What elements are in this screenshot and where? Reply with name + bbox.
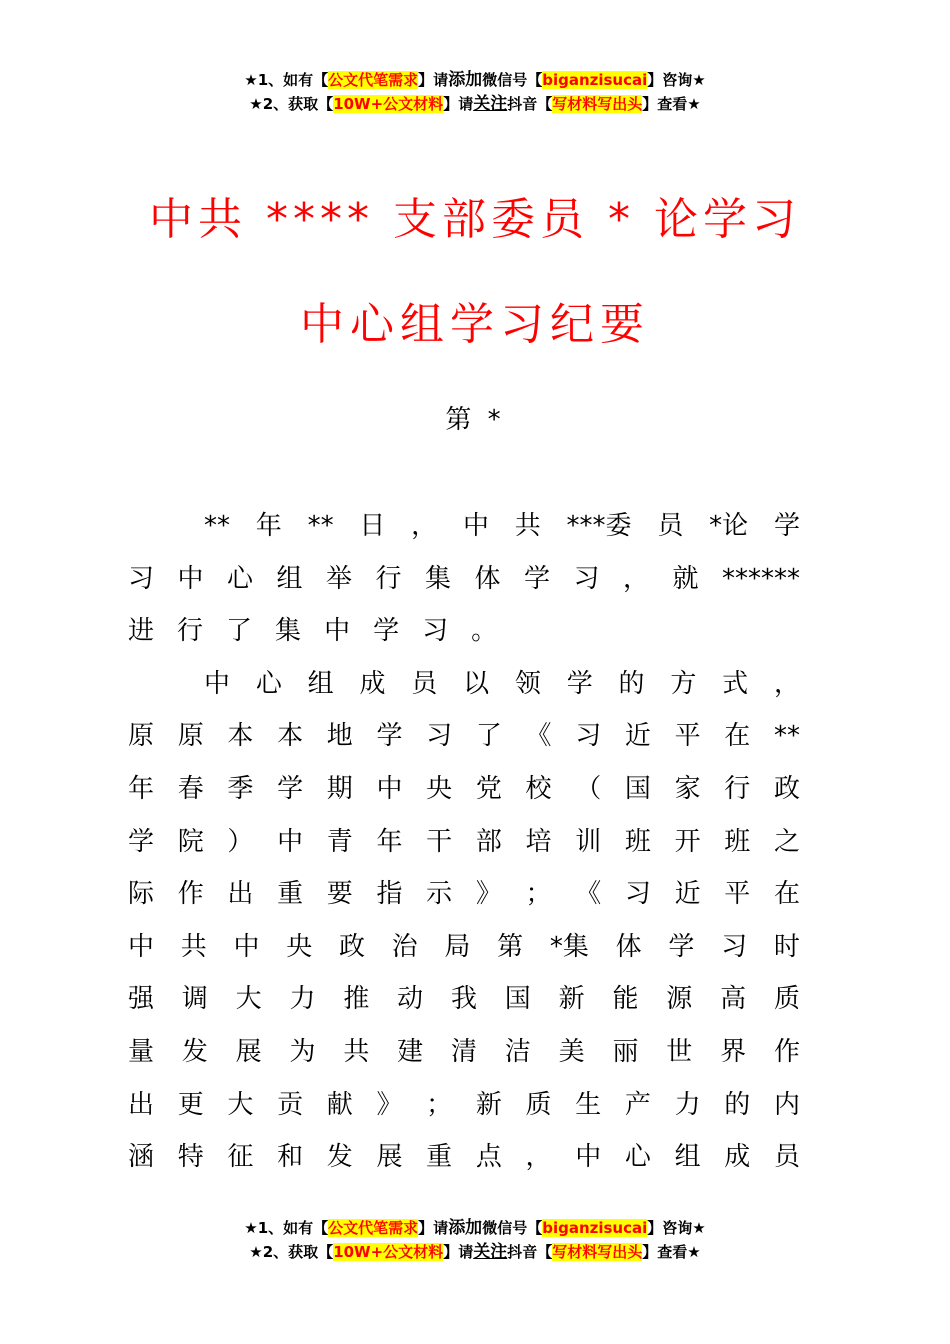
body-token: 学 [128,826,155,857]
notice-highlight: 公文代笔需求 [328,71,419,89]
header-notice-line-2 [0,92,950,116]
footer-notice-line-2 [0,1240,950,1264]
body-token: 《 [575,879,602,910]
body-token: 期 [326,773,353,804]
body-token: 作 [773,1036,800,1067]
document-title-line-1: 中共 **** 支部委员 * 论学习 [149,194,801,245]
body-token: 学 [277,773,304,804]
body-token: 中 [277,826,304,857]
body-token: 院 [177,826,204,857]
body-token: 学 [524,563,551,594]
body-line [128,500,800,553]
body-token: 青 [326,826,353,857]
body-token: 和 [277,1142,304,1173]
body-token: ** [204,511,230,541]
body-token: 学 [773,511,800,541]
body-token: 生 [575,1089,602,1120]
body-token: 家 [674,773,701,804]
body-line [128,868,800,921]
body-token: 国 [504,984,531,1015]
body-token: 质 [525,1089,552,1120]
notice-emphasis: 添加 [448,1218,483,1238]
body-token: 发 [181,1036,208,1067]
body-token: 日 [359,511,386,541]
body-token: 员 [773,1142,800,1173]
body-token: 要 [326,879,353,910]
body-token: 共 [180,931,207,962]
notice-text: 】查看★ [642,95,701,113]
header-notice-line-1 [0,68,950,92]
body-token: 式 [722,668,749,699]
body-token: 丽 [612,1036,639,1067]
body-token: 在 [773,879,800,910]
notice-text: ★1、如有【 [244,1219,329,1237]
body-token: 新 [475,1089,502,1120]
body-token: 培 [525,826,552,857]
notice-text: 微信号【 [482,1219,543,1237]
body-token: 习 [721,931,748,962]
body-token: 重 [277,879,304,910]
notice-wechat-id: biganzisucai [542,1219,648,1237]
body-token: 中 [128,931,155,962]
notice-highlight: 10W+公文材料 [333,95,444,113]
body-token: 际 [128,879,155,910]
body-token: 中 [462,511,489,541]
notice-emphasis: 关注 [473,1242,508,1262]
body-token: 习 [573,563,600,594]
document-subtitle: 第 * [445,405,505,435]
body-token: 训 [575,826,602,857]
body-token: 习 [624,879,651,910]
notice-text: 】查看★ [642,1243,701,1261]
notice-text: 】咨询★ [647,1219,706,1237]
footer-notice-line-1 [0,1216,950,1240]
body-token: 学 [376,721,403,752]
body-token: 习 [426,721,453,752]
body-token: 出 [227,879,254,910]
body-token: 推 [343,984,370,1015]
body-token: 高 [720,984,747,1015]
body-token: 之 [773,826,800,857]
body-token: 央 [426,773,453,804]
body-token: 的 [724,1089,751,1120]
body-token: （ [575,773,602,804]
body-token: 世 [666,1036,693,1067]
body-token: ； [525,879,552,910]
body-token: 行 [375,563,402,594]
body-token: 班 [724,826,751,857]
body-line [128,921,800,974]
body-token: *集 [549,931,589,962]
body-token: 示 [426,879,453,910]
notice-text: 】咨询★ [647,71,706,89]
body-token: 校 [525,773,552,804]
body-token: 《 [525,721,552,752]
body-token: 进 [128,616,155,647]
body-token: 党 [475,773,502,804]
body-token: 献 [326,1089,353,1120]
body-token: 中 [233,931,260,962]
notice-douyin-id: 写材料写出头 [552,1243,643,1261]
body-token: 集 [425,563,452,594]
body-token: ； [426,1089,453,1120]
body-token: 发 [326,1142,353,1173]
body-token: ***委 [566,511,632,541]
body-token: 我 [450,984,477,1015]
body-token: 班 [624,826,651,857]
body-line [128,710,800,763]
body-token: 本 [227,721,254,752]
body-token: 习 [422,616,449,647]
body-token: 成 [724,1142,751,1173]
body-line [128,816,800,869]
body-token: 部 [475,826,502,857]
body-token: 习 [128,563,155,594]
body-token: 原 [177,721,204,752]
body-token: 体 [474,563,501,594]
body-token: 。 [471,616,498,647]
body-token: 举 [326,563,353,594]
body-token: 年 [376,826,403,857]
body-token: 共 [514,511,541,541]
notice-text: 】请 [418,1219,449,1237]
notice-highlight: 公文代笔需求 [328,1219,419,1237]
body-token: 成 [359,668,386,699]
body-token: 中 [177,563,204,594]
body-token: ** [773,721,800,752]
body-token: 内 [773,1089,800,1120]
body-token: 展 [235,1036,262,1067]
body-token: 为 [289,1036,316,1067]
notice-text: 】请 [418,71,449,89]
body-token: 重 [426,1142,453,1173]
body-token: 春 [177,773,204,804]
body-token: 近 [624,721,651,752]
body-token: 中 [376,773,403,804]
document-body [128,500,800,1184]
body-token: ， [623,563,650,594]
body-token: 政 [338,931,365,962]
body-token: 了 [475,721,502,752]
body-token: 》 [376,1089,403,1120]
body-token: 学 [373,616,400,647]
body-token: 组 [674,1142,701,1173]
body-token: 治 [391,931,418,962]
body-token: 心 [624,1142,651,1173]
body-line [128,658,800,711]
body-token: 行 [724,773,751,804]
body-token: 年 [128,773,155,804]
body-token: 第 [497,931,524,962]
body-token: 征 [227,1142,254,1173]
body-token: 的 [618,668,645,699]
notice-text: 微信号【 [482,71,543,89]
body-token: 动 [397,984,424,1015]
body-token: 央 [286,931,313,962]
body-token: 中 [204,668,231,699]
body-token: ） [227,826,254,857]
body-token: 调 [181,984,208,1015]
notice-text: 】请 [443,1243,474,1261]
header-notice [0,68,950,116]
body-token: 领 [514,668,541,699]
body-token: 出 [128,1089,155,1120]
body-token: 本 [277,721,304,752]
body-token: 展 [376,1142,403,1173]
notice-text: ★1、如有【 [244,71,329,89]
body-token: 作 [177,879,204,910]
body-token: 心 [227,563,254,594]
notice-text: 抖音【 [507,95,553,113]
notice-wechat-id: biganzisucai [542,71,648,89]
body-token: 洁 [504,1036,531,1067]
body-token: 了 [226,616,253,647]
body-token: 界 [720,1036,747,1067]
body-token: *论 [709,511,749,541]
body-token: 国 [624,773,651,804]
body-token: 员 [657,511,684,541]
notice-emphasis: 添加 [448,70,483,90]
body-token: 源 [666,984,693,1015]
body-token: 局 [444,931,471,962]
body-line [128,605,800,658]
body-token: 中 [324,616,351,647]
body-token: 地 [326,721,353,752]
body-token: 力 [674,1089,701,1120]
body-token: ， [773,668,800,699]
body-token: 力 [289,984,316,1015]
body-line [128,1131,800,1184]
body-token: ， [525,1142,552,1173]
body-token: 近 [674,879,701,910]
body-token: 产 [624,1089,651,1120]
body-token: 年 [255,511,282,541]
body-line [128,1079,800,1132]
notice-text: ★2、获取【 [249,1243,334,1261]
body-token: 》 [475,879,502,910]
body-token: 新 [558,984,585,1015]
body-token: 建 [397,1036,424,1067]
body-token: 集 [275,616,302,647]
body-token: 时 [773,931,800,962]
body-token: 以 [463,668,490,699]
body-token: 贡 [277,1089,304,1120]
document-title-line-2: 中心组学习纪要 [300,299,650,350]
notice-emphasis: 关注 [473,94,508,114]
body-token: 清 [450,1036,477,1067]
body-token: 点 [475,1142,502,1173]
body-token: ， [411,511,438,541]
body-token: 学 [566,668,593,699]
body-token: 能 [612,984,639,1015]
body-token: 开 [674,826,701,857]
body-token: 平 [724,879,751,910]
body-token: 习 [575,721,602,752]
body-token: 涵 [128,1142,155,1173]
body-token: 质 [773,984,800,1015]
body-line [128,763,800,816]
body-token: 大 [235,984,262,1015]
body-token: 更 [177,1089,204,1120]
body-token: 美 [558,1036,585,1067]
body-token: 中 [575,1142,602,1173]
body-token: 共 [343,1036,370,1067]
body-token: 组 [307,668,334,699]
body-token: 行 [177,616,204,647]
body-token: ****** [722,563,800,594]
body-token: 在 [724,721,751,752]
body-token: 量 [128,1036,155,1067]
body-line [128,973,800,1026]
notice-douyin-id: 写材料写出头 [552,95,643,113]
body-token: ** [307,511,334,541]
body-token: 心 [255,668,282,699]
body-token: 原 [128,721,155,752]
body-token: 强 [128,984,155,1015]
notice-highlight: 10W+公文材料 [333,1243,444,1261]
body-line [128,1026,800,1079]
body-token: 干 [426,826,453,857]
body-token: 季 [227,773,254,804]
body-token: 平 [674,721,701,752]
notice-text: ★2、获取【 [249,95,334,113]
body-token: 组 [276,563,303,594]
body-token: 特 [177,1142,204,1173]
body-token: 员 [411,668,438,699]
body-token: 体 [615,931,642,962]
body-token: 大 [227,1089,254,1120]
body-token: 学 [668,931,695,962]
body-line [128,553,800,606]
body-token: 方 [670,668,697,699]
notice-text: 】请 [443,95,474,113]
body-token: 指 [376,879,403,910]
body-token: 政 [773,773,800,804]
body-token: 就 [672,563,699,594]
notice-text: 抖音【 [507,1243,553,1261]
footer-notice [0,1216,950,1264]
